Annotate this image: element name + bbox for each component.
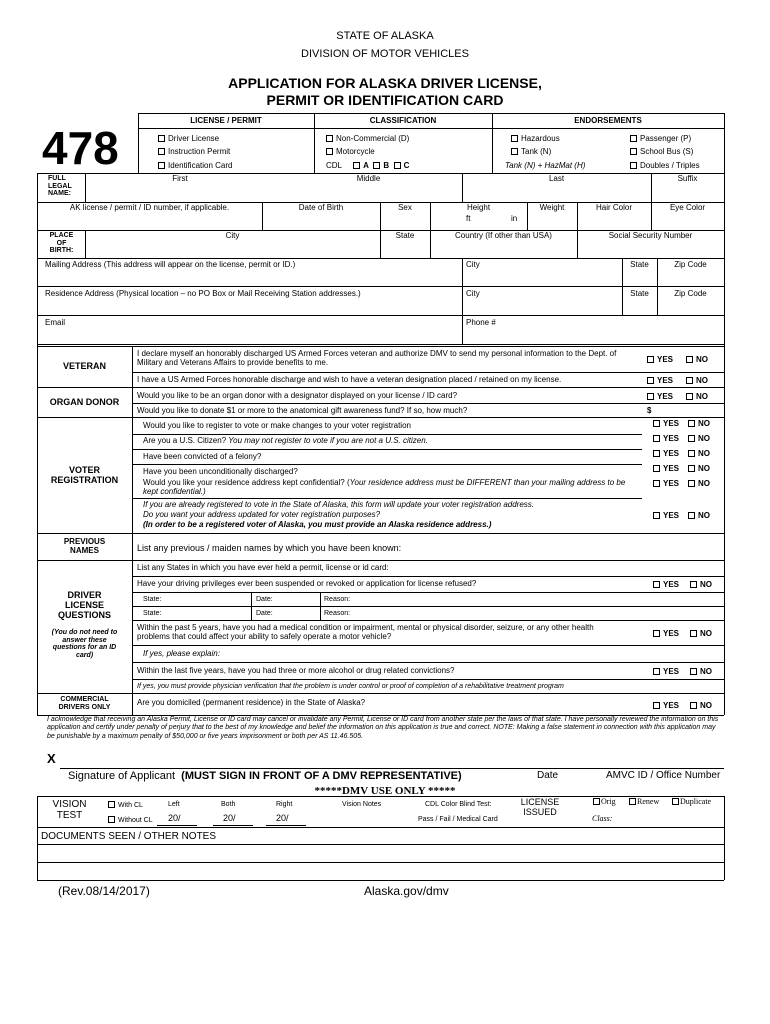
cdl-color-blind-test-label: CDL Color Blind Test: bbox=[425, 801, 492, 808]
suspension-2-reason[interactable]: Reason: bbox=[324, 610, 351, 617]
dl-states-held-field[interactable]: List any States in which you have ever held a permit, license or id card: bbox=[137, 563, 389, 572]
birth-city-field[interactable]: City bbox=[225, 231, 240, 240]
full-legal-name-label: FULL LEGAL NAME: bbox=[48, 175, 72, 198]
commercial-drivers-label: COMMERCIAL DRIVERS ONLY bbox=[58, 696, 111, 711]
dl-medical-question: Within the past 5 years, have you had a medical condition or impairment, mental or physical disorder, seizure, or any other health problems that could affect your ability to safely operate a motor vehicle? bbox=[137, 623, 594, 641]
voter-registration-label: VOTER REGISTRATION bbox=[50, 465, 119, 485]
commercial-no-checkbox[interactable]: NO bbox=[690, 701, 712, 710]
signature-field[interactable]: Signature of Applicant (MUST SIGN IN FRONT OF A DMV REPRESENTATIVE) bbox=[68, 770, 462, 782]
checkbox-passenger[interactable]: Passenger (P) bbox=[630, 135, 691, 144]
dl-medical-yes-checkbox[interactable]: YES bbox=[653, 629, 679, 638]
amvc-id-field[interactable]: AMVC ID / Office Number bbox=[606, 770, 721, 781]
dl-alcohol-yes-checkbox[interactable]: YES bbox=[653, 667, 679, 676]
dl-suspended-question: Have your driving privileges ever been suspended or revoked or application for license refused? bbox=[137, 579, 477, 588]
voter-question-6c: (In order to be a registered voter of Alaska, you must provide an Alaska residence address.) bbox=[143, 520, 492, 529]
driver-license-questions-note: (You do not need to answer these questions for an ID card) bbox=[51, 629, 118, 660]
mailing-address-field[interactable]: Mailing Address (This address will appear on the license, permit or ID.) bbox=[45, 260, 296, 269]
last-name-field[interactable]: Last bbox=[548, 174, 565, 183]
vision-test-label: VISION TEST bbox=[52, 799, 87, 821]
checkbox-cdl-c[interactable] bbox=[394, 162, 401, 169]
hair-color-field[interactable]: Hair Color bbox=[595, 203, 632, 212]
signature-x-mark: X bbox=[47, 751, 56, 766]
vision-both-field[interactable]: 20/ bbox=[223, 813, 236, 823]
organ-donor-label: ORGAN DONOR bbox=[49, 397, 120, 407]
checkbox-cdl-a[interactable] bbox=[353, 162, 360, 169]
with-cl-checkbox[interactable]: With CL bbox=[108, 801, 143, 810]
classification-heading: CLASSIFICATION bbox=[369, 116, 437, 125]
previous-names-field[interactable]: List any previous / maiden names by which you have been known: bbox=[137, 543, 402, 553]
commercial-domicile-question: Are you domiciled (permanent residence) in the State of Alaska? bbox=[137, 698, 366, 707]
header-state: STATE OF ALASKA bbox=[336, 30, 434, 42]
eye-color-field[interactable]: Eye Color bbox=[669, 203, 706, 212]
voter-q4-yes-checkbox[interactable]: YES bbox=[653, 464, 679, 473]
dl-alcohol-no-checkbox[interactable]: NO bbox=[690, 667, 712, 676]
dmv-use-only-heading: *****DMV USE ONLY ***** bbox=[314, 785, 456, 797]
mailing-city-field[interactable]: City bbox=[466, 260, 480, 269]
voter-question-6b: Do you want your address updated for voter registration purposes? bbox=[143, 510, 381, 519]
renew-checkbox[interactable]: Renew bbox=[629, 798, 659, 807]
dl-suspended-yes-checkbox[interactable]: YES bbox=[653, 580, 679, 589]
dl-alcohol-question: Within the last five years, have you had three or more alcohol or drug related convictions? bbox=[137, 666, 455, 675]
voter-q1-yes-checkbox[interactable]: YES bbox=[653, 419, 679, 428]
orig-checkbox[interactable]: Orig bbox=[593, 798, 616, 807]
endorsements-heading: ENDORSEMENTS bbox=[574, 116, 642, 125]
dl-alcohol-note: If yes, you must provide physician verification that the problem is under control or proof of completion of a rehabilitative treatment program bbox=[137, 683, 564, 690]
veteran-q1-yes-checkbox[interactable]: YES bbox=[647, 355, 673, 364]
tank-hazmat-label: Tank (N) + HazMat (H) bbox=[505, 161, 586, 170]
dl-medical-explain-field[interactable]: If yes, please explain: bbox=[143, 649, 220, 658]
residence-city-field[interactable]: City bbox=[466, 289, 480, 298]
voter-q1-no-checkbox[interactable]: NO bbox=[688, 419, 710, 428]
vision-left-field[interactable]: 20/ bbox=[168, 813, 181, 823]
mailing-state-field[interactable]: State bbox=[630, 260, 649, 269]
pass-fail-medical-field[interactable]: Pass / Fail / Medical Card bbox=[418, 816, 498, 823]
weight-field[interactable]: Weight bbox=[539, 203, 565, 212]
residence-address-field[interactable]: Residence Address (Physical location – no PO Box or Mail Receiving Station addresses.) bbox=[45, 289, 361, 298]
license-heading: LICENSE / PERMIT bbox=[190, 116, 262, 125]
duplicate-checkbox[interactable]: Duplicate bbox=[672, 798, 711, 807]
phone-field[interactable]: Phone # bbox=[466, 318, 496, 327]
residence-zip-field[interactable]: Zip Code bbox=[674, 289, 707, 298]
suspension-2-state[interactable]: State: bbox=[143, 610, 162, 617]
height-ft-label: ft bbox=[466, 214, 471, 223]
voter-q4-no-checkbox[interactable]: NO bbox=[688, 464, 710, 473]
acknowledgement-text: I acknowledge that receiving an Alaska Permit, License or ID card may cancel or invalidate any Permit, License or ID card from another state per the laws of that state. I have personally reviewed the information on this application and certify under penalty of perjury that to the best of my knowledge and belief the information on this application is true and correct. NOTE: Making a false statement in connection with this application may be punishable by a maximum penalty of $50,000 or five years imprisonment or both per AS 11.46.505. bbox=[47, 716, 719, 740]
voter-q5-no-checkbox[interactable]: NO bbox=[688, 479, 710, 488]
voter-q5-yes-checkbox[interactable]: YES bbox=[653, 479, 679, 488]
suspension-1-reason[interactable]: Reason: bbox=[324, 596, 351, 603]
mailing-zip-field[interactable]: Zip Code bbox=[674, 260, 707, 269]
documents-seen-notes-field[interactable]: DOCUMENTS SEEN / OTHER NOTES bbox=[41, 831, 217, 842]
veteran-q1-no-checkbox[interactable]: NO bbox=[686, 355, 708, 364]
height-in-label: in bbox=[511, 214, 518, 223]
form-title-line1: APPLICATION FOR ALASKA DRIVER LICENSE, bbox=[228, 75, 542, 91]
checkbox-school-bus[interactable]: School Bus (S) bbox=[630, 148, 693, 157]
checkbox-identification-card[interactable]: Identification Card bbox=[158, 162, 232, 171]
voter-q3-yes-checkbox[interactable]: YES bbox=[653, 449, 679, 458]
checkbox-hazardous[interactable]: Hazardous bbox=[511, 135, 560, 144]
veteran-question-2: I have a US Armed Forces honorable discharge and wish to have a veteran designation placed / retained on my license. bbox=[137, 375, 562, 384]
first-name-field[interactable]: First bbox=[172, 174, 188, 183]
donation-amount-field[interactable]: $ bbox=[647, 406, 652, 415]
organ-q1-yes-checkbox[interactable]: YES bbox=[647, 392, 673, 401]
email-field[interactable]: Email bbox=[45, 318, 66, 327]
voter-question-6a: If you are already registered to vote in the State of Alaska, this form will update your voter registration address. bbox=[143, 500, 535, 509]
vision-right-field[interactable]: 20/ bbox=[276, 813, 289, 823]
voter-q6-no-checkbox[interactable]: NO bbox=[688, 511, 710, 520]
checkbox-driver-license[interactable]: Driver License bbox=[158, 135, 219, 144]
middle-name-field[interactable]: Middle bbox=[356, 174, 381, 183]
voter-question-4: Have you been unconditionally discharged? bbox=[143, 467, 298, 476]
voter-q2-no-checkbox[interactable]: NO bbox=[688, 434, 710, 443]
date-of-birth-field[interactable]: Date of Birth bbox=[298, 203, 344, 212]
form-title-line2: PERMIT OR IDENTIFICATION CARD bbox=[266, 92, 504, 108]
veteran-label: VETERAN bbox=[62, 361, 106, 371]
voter-question-1: Would you like to register to vote or make changes to your voter registration bbox=[143, 421, 411, 430]
license-issued-label: LICENSE ISSUED bbox=[520, 797, 560, 817]
veteran-question-1: I declare myself an honorably discharged US Armed Forces veteran and authorize DMV to send my personal information to the Dept. of Military and Veterans Affairs to provide benefits to me. bbox=[137, 349, 617, 367]
vision-both-label: Both bbox=[221, 801, 236, 808]
without-cl-checkbox[interactable]: Without CL bbox=[108, 816, 153, 825]
voter-q3-no-checkbox[interactable]: NO bbox=[688, 449, 710, 458]
checkbox-noncommercial[interactable]: Non-Commercial (D) bbox=[326, 135, 409, 144]
vision-notes-field[interactable]: Vision Notes bbox=[342, 801, 382, 808]
place-of-birth-label: PLACE OF BIRTH: bbox=[49, 232, 74, 255]
ssn-field[interactable]: Social Security Number bbox=[608, 231, 693, 240]
vision-right-label: Right bbox=[276, 801, 293, 808]
suspension-1-state[interactable]: State: bbox=[143, 596, 162, 603]
class-field[interactable]: Class: bbox=[592, 814, 613, 823]
birth-state-field[interactable]: State bbox=[395, 231, 415, 240]
driver-license-questions-label: DRIVER LICENSE QUESTIONS bbox=[57, 590, 111, 620]
footer-website-link[interactable]: Alaska.gov/dmv bbox=[364, 884, 449, 898]
birth-country-field[interactable]: Country (If other than USA) bbox=[455, 231, 552, 240]
header-division: DIVISION OF MOTOR VEHICLES bbox=[301, 48, 469, 60]
suspension-2-date[interactable]: Date: bbox=[256, 610, 273, 617]
dl-medical-no-checkbox[interactable]: NO bbox=[690, 629, 712, 638]
voter-q2-yes-checkbox[interactable]: YES bbox=[653, 434, 679, 443]
checkbox-instruction-permit[interactable]: Instruction Permit bbox=[158, 148, 230, 157]
residence-state-field[interactable]: State bbox=[630, 289, 649, 298]
checkbox-doubles-triples[interactable]: Doubles / Triples bbox=[630, 162, 700, 171]
vision-left-label: Left bbox=[168, 801, 180, 808]
revision-date: (Rev.08/14/2017) bbox=[58, 884, 150, 898]
voter-question-2: Are you a U.S. Citizen? You may not register to vote if you are not a U.S. citizen. bbox=[143, 436, 428, 445]
voter-q6-yes-checkbox[interactable]: YES bbox=[653, 511, 679, 520]
sex-field[interactable]: Sex bbox=[398, 203, 412, 212]
previous-names-label: PREVIOUS NAMES bbox=[63, 537, 106, 555]
checkbox-cdl-b[interactable] bbox=[373, 162, 380, 169]
organ-question-1: Would you like to be an organ donor with a designator displayed on your license / ID card? bbox=[137, 391, 458, 400]
suffix-field[interactable]: Suffix bbox=[677, 174, 698, 183]
organ-question-2: Would you like to donate $1 or more to the anatomical gift awareness fund? If so, how much? bbox=[137, 406, 468, 415]
checkbox-tank[interactable]: Tank (N) bbox=[511, 148, 551, 157]
commercial-yes-checkbox[interactable]: YES bbox=[653, 701, 679, 710]
license-number-field[interactable]: AK license / permit / ID number, if applicable. bbox=[69, 203, 230, 212]
form-number: 478 bbox=[42, 122, 119, 174]
veteran-q2-no-checkbox[interactable]: NO bbox=[686, 376, 708, 385]
organ-q1-no-checkbox[interactable]: NO bbox=[686, 392, 708, 401]
voter-question-5: Would you like your residence address kept confidential? (Your residence address must be DIFFERENT than your mailing address to be kept confidential.) bbox=[143, 478, 626, 496]
voter-question-3: Have been convicted of a felony? bbox=[143, 452, 262, 461]
suspension-1-date[interactable]: Date: bbox=[256, 596, 273, 603]
cdl-row: CDL A B C bbox=[326, 161, 410, 170]
veteran-q2-yes-checkbox[interactable]: YES bbox=[647, 376, 673, 385]
dl-suspended-no-checkbox[interactable]: NO bbox=[690, 580, 712, 589]
checkbox-motorcycle[interactable]: Motorcycle bbox=[326, 148, 375, 157]
height-field[interactable]: Height bbox=[466, 203, 491, 212]
signature-date-field[interactable]: Date bbox=[537, 770, 559, 781]
